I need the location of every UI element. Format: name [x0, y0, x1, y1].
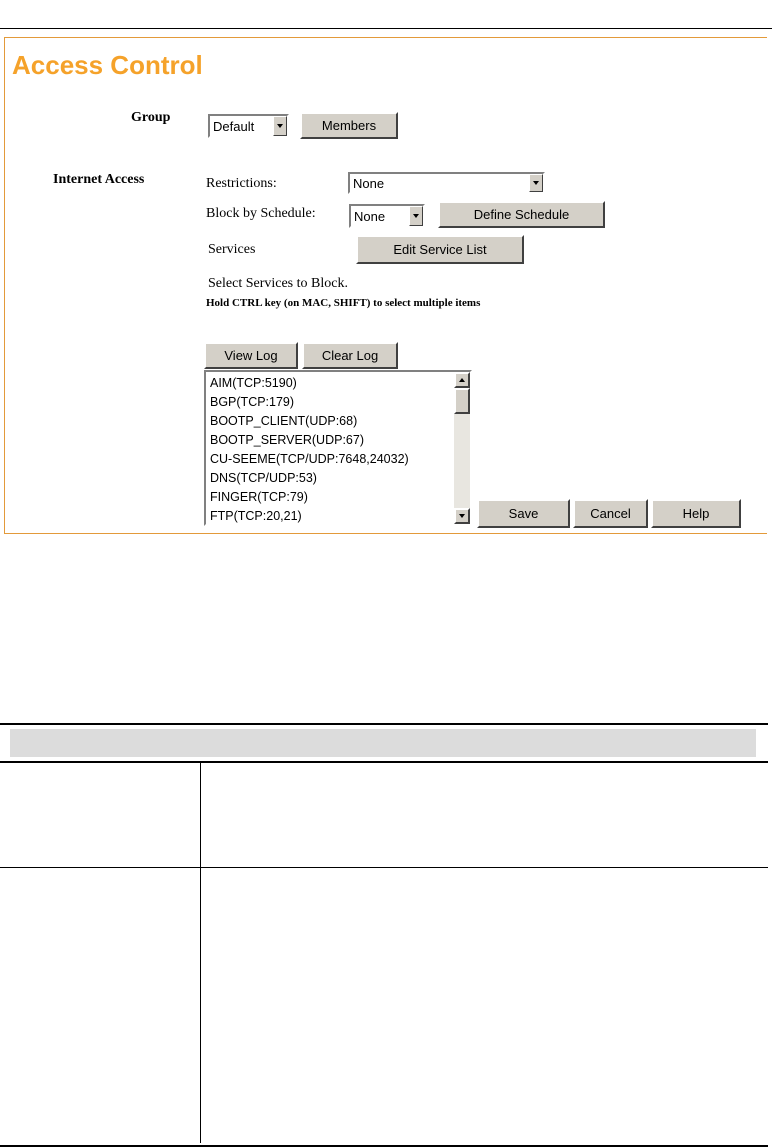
top-rule — [0, 28, 772, 29]
restrictions-select[interactable] — [348, 172, 545, 194]
restrictions-label: Restrictions: — [206, 176, 277, 191]
internet-access-label: Internet Access — [53, 172, 145, 187]
edit-service-list-button[interactable]: Edit Service List — [356, 235, 524, 264]
services-listbox[interactable] — [204, 370, 472, 526]
page-title: Access Control — [12, 50, 203, 80]
scroll-up-icon[interactable] — [454, 372, 470, 388]
cancel-button[interactable]: Cancel — [573, 499, 648, 528]
select-services-text: Select Services to Block. — [208, 276, 348, 291]
services-list — [210, 374, 454, 526]
hold-ctrl-hint: Hold CTRL key (on MAC, SHIFT) to select multiple items — [206, 297, 481, 309]
services-label: Services — [208, 242, 256, 257]
list-item[interactable]: FINGER(TCP:79) — [210, 490, 308, 504]
doc-table-header-rule — [0, 761, 768, 763]
list-item[interactable]: FTP(TCP:20,21) — [210, 509, 302, 523]
group-select-value: Default — [213, 118, 255, 134]
group-label: Group — [131, 110, 171, 125]
doc-table — [0, 723, 768, 1147]
schedule-select-value: None — [354, 208, 386, 224]
chevron-down-icon[interactable] — [273, 116, 287, 136]
list-item[interactable]: BGP(TCP:179) — [210, 395, 295, 409]
vertical-scrollbar[interactable] — [454, 372, 470, 524]
members-button[interactable]: Members — [300, 112, 398, 139]
clear-log-button[interactable]: Clear Log — [302, 342, 398, 369]
chevron-down-icon[interactable] — [409, 206, 423, 226]
scroll-down-icon[interactable] — [454, 508, 470, 524]
restrictions-select-value: None — [353, 175, 385, 191]
doc-table-header — [10, 729, 756, 757]
help-button[interactable]: Help — [651, 499, 741, 528]
define-schedule-button[interactable]: Define Schedule — [438, 201, 605, 228]
chevron-down-icon[interactable] — [529, 174, 543, 192]
scrollbar-thumb[interactable] — [454, 388, 470, 414]
group-select[interactable] — [208, 114, 289, 138]
list-item[interactable]: CU-SEEME(TCP/UDP:7648,24032) — [210, 452, 409, 466]
list-item[interactable]: BOOTP_CLIENT(UDP:68) — [210, 414, 358, 428]
list-item[interactable]: DNS(TCP/UDP:53) — [210, 471, 317, 485]
save-button[interactable]: Save — [477, 499, 570, 528]
doc-table-row-divider — [0, 867, 768, 868]
schedule-select[interactable] — [349, 204, 425, 228]
list-item[interactable]: AIM(TCP:5190) — [210, 376, 297, 390]
list-item[interactable]: BOOTP_SERVER(UDP:67) — [210, 433, 364, 447]
doc-table-column-divider — [200, 762, 201, 1143]
block-by-schedule-label: Block by Schedule: — [206, 206, 316, 221]
view-log-button[interactable]: View Log — [204, 342, 298, 369]
